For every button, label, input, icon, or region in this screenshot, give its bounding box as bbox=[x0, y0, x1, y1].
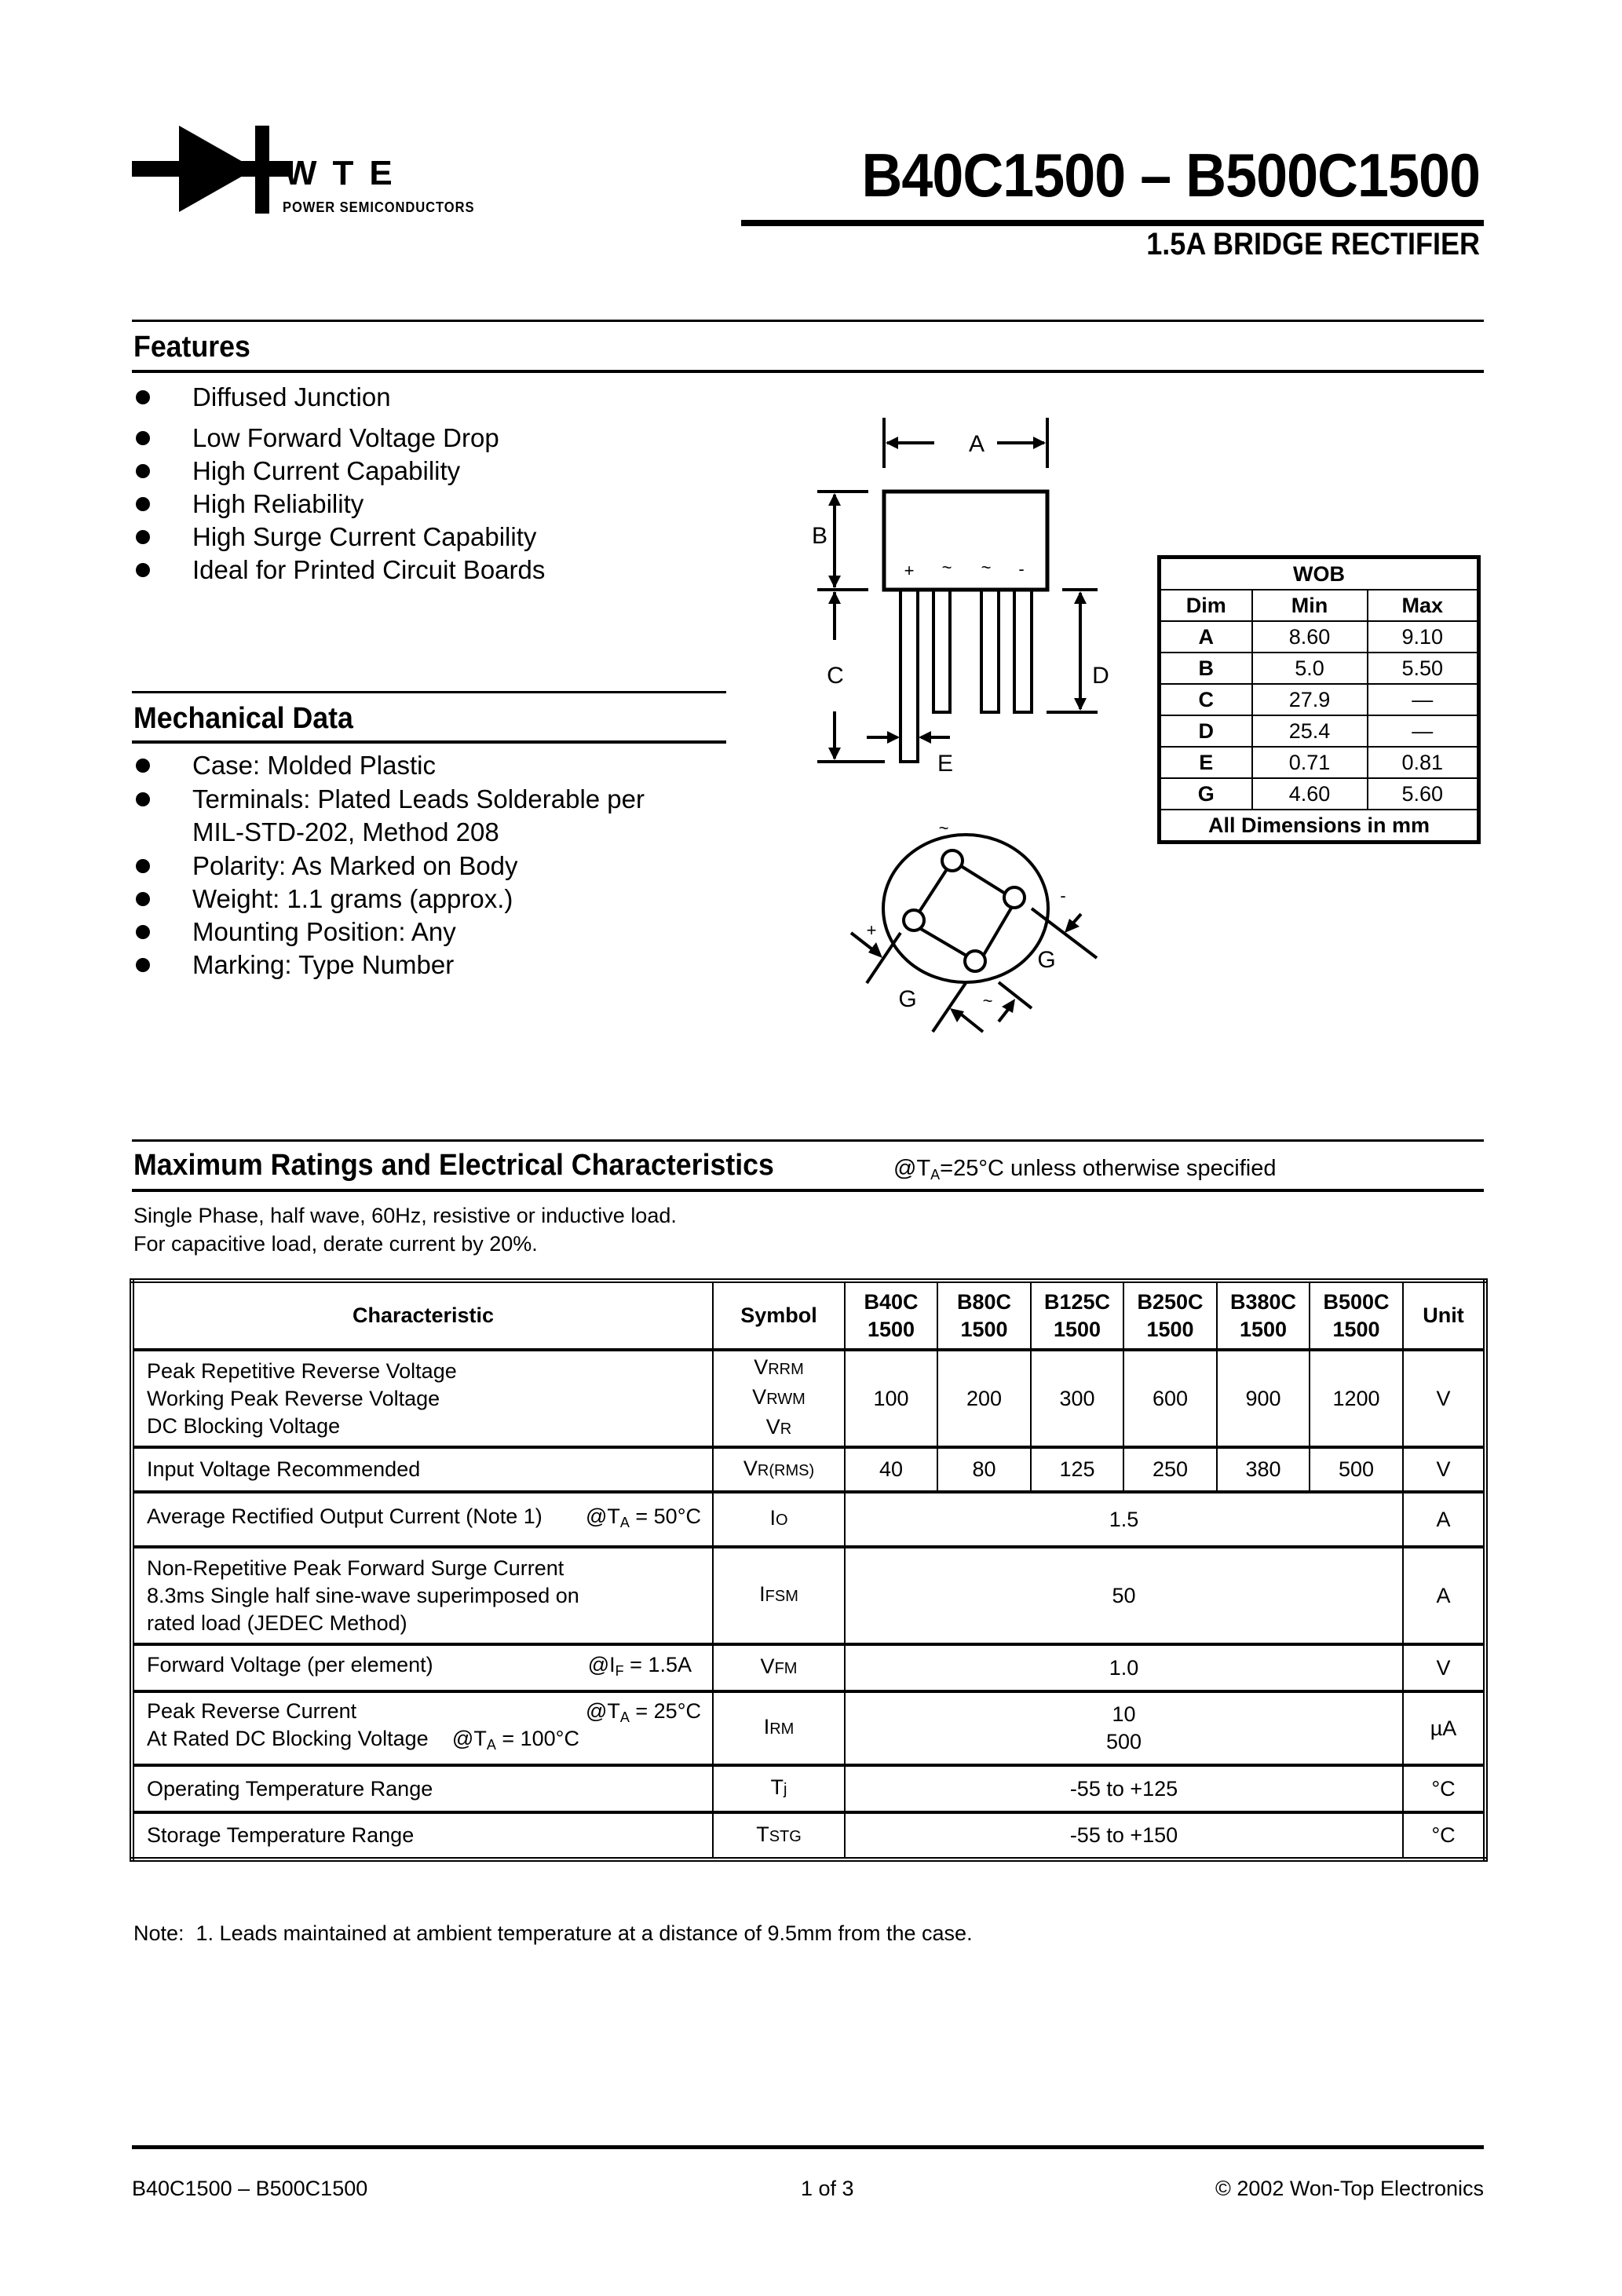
ratings-heading: Maximum Ratings and Electrical Characteristics bbox=[133, 1149, 774, 1182]
dim-label-g-right: G bbox=[1037, 947, 1056, 973]
bullet-icon bbox=[136, 563, 150, 577]
features-top-rule bbox=[132, 320, 1484, 322]
ratings-bottom-rule bbox=[132, 1189, 1484, 1192]
table-row-ifsm: Non-Repetitive Peak Forward Surge Current 8.3ms Single half sine-wave superimposed on rated load (JEDEC Method) IFSM 50 A bbox=[132, 1547, 1485, 1644]
part-header-b380c: B380C 1500 bbox=[1217, 1281, 1310, 1350]
diode-logo-icon bbox=[132, 122, 297, 216]
footer-copyright: © 2002 Won-Top Electronics bbox=[1215, 2177, 1484, 2200]
mechanical-heading: Mechanical Data bbox=[133, 702, 353, 735]
footer-part-range: B40C1500 – B500C1500 bbox=[132, 2177, 368, 2200]
pin-label-ac1: ~ bbox=[941, 558, 952, 577]
table-row-vfm: Forward Voltage (per element) $@I_F = 1.5A$ VFM 1.0 V bbox=[132, 1644, 1485, 1691]
page-title: B40C1500 – B500C1500 bbox=[861, 141, 1480, 210]
bullet-icon bbox=[136, 792, 150, 806]
dim-label-d: D bbox=[1092, 663, 1109, 689]
max-col-header: Max bbox=[1368, 590, 1479, 621]
bullet-icon bbox=[136, 530, 150, 544]
table-row: C 27.9 — bbox=[1160, 684, 1479, 715]
footer-page-number: 1 of 3 bbox=[801, 2177, 854, 2200]
bullet-icon bbox=[136, 859, 150, 873]
logo-text: WTE bbox=[284, 154, 408, 192]
part-header-b125c: B125C 1500 bbox=[1031, 1281, 1123, 1350]
symbol-header: Symbol bbox=[713, 1281, 845, 1350]
package-outline-icon bbox=[785, 408, 1146, 793]
dim-col-header: Dim bbox=[1160, 590, 1252, 621]
ratings-top-rule bbox=[132, 1139, 1484, 1142]
footnote: Note: 1. Leads maintained at ambient temperature at a distance of 9.5mm from the case. bbox=[133, 1921, 973, 1945]
part-header-b500c: B500C 1500 bbox=[1310, 1281, 1403, 1350]
pin-label-plus: + bbox=[904, 561, 915, 580]
ratings-notes: Single Phase, half wave, 60Hz, resistive or inductive load. For capacitive load, derate current by 20%. bbox=[133, 1204, 677, 1256]
table-row-io: Average Rectified Output Current (Note 1) $@T_A = 50^\circ C$ IO 1.5 A bbox=[132, 1492, 1485, 1547]
package-bottom-view-diagram bbox=[816, 801, 1131, 1052]
min-col-header: Min bbox=[1252, 590, 1368, 621]
table-row-irm: Peak Reverse Current $@T_A = 25^\circ C$ At Rated DC Blocking Voltage $@T_A = 100^\circ C$ IRM 10 500 µA bbox=[132, 1691, 1485, 1765]
table-row: G 4.60 5.60 bbox=[1160, 778, 1479, 810]
package-side-view-diagram bbox=[785, 408, 1146, 793]
footer-rule bbox=[132, 2145, 1484, 2149]
part-header-b250c: B250C 1500 bbox=[1123, 1281, 1217, 1350]
table-row-vrrm: Peak Repetitive Reverse Voltage Working Peak Reverse Voltage DC Blocking Voltage VRRM VRWM VR 100 200 300 600 900 1200 V bbox=[132, 1350, 1485, 1447]
table-header-row bbox=[132, 1281, 1485, 1350]
dim-table-footer: All Dimensions in mm bbox=[1160, 810, 1479, 843]
characteristic-header: Characteristic bbox=[132, 1281, 713, 1350]
ratings-conditions: $@T_A=25^\circ C$ unless otherwise specified bbox=[893, 1156, 1277, 1183]
pin-label-minus: - bbox=[1018, 559, 1025, 579]
table-row-tj: Operating Temperature Range Tj -55 to +125 °C bbox=[132, 1765, 1485, 1812]
table-row-tstg: Storage Temperature Range TSTG -55 to +150 °C bbox=[132, 1812, 1485, 1859]
table-row: D 25.4 — bbox=[1160, 715, 1479, 747]
title-divider bbox=[741, 220, 1484, 226]
dimensions-table bbox=[1157, 555, 1481, 844]
part-header-b40c: B40C 1500 bbox=[845, 1281, 937, 1350]
mechanical-bottom-rule bbox=[132, 740, 726, 744]
dim-table-title: WOB bbox=[1160, 558, 1479, 590]
features-heading: Features bbox=[133, 331, 250, 364]
bullet-icon bbox=[136, 958, 150, 972]
logo-subtext: POWER SEMICONDUCTORS bbox=[283, 199, 475, 215]
bullet-icon bbox=[136, 497, 150, 511]
table-row-vrms: Input Voltage Recommended VR(RMS) 40 80 125 250 380 500 V bbox=[132, 1447, 1485, 1492]
bullet-icon bbox=[136, 390, 150, 404]
symbol-cell: VRRM VRWM VR bbox=[713, 1350, 845, 1447]
unit-header: Unit bbox=[1403, 1281, 1485, 1350]
pin-label-ac2: ~ bbox=[982, 991, 993, 1011]
dim-label-b: B bbox=[811, 523, 828, 549]
features-bottom-rule bbox=[132, 370, 1484, 373]
dim-label-e: E bbox=[937, 751, 954, 777]
table-row: E 0.71 0.81 bbox=[1160, 747, 1479, 778]
pin-label-minus: - bbox=[1060, 886, 1066, 905]
ratings-table bbox=[130, 1278, 1488, 1862]
pin-label-ac1: ~ bbox=[938, 818, 949, 838]
bullet-icon bbox=[136, 759, 150, 773]
ratings-heading-line bbox=[133, 1148, 1277, 1189]
mechanical-top-rule bbox=[132, 691, 726, 693]
company-logo bbox=[132, 122, 297, 216]
pin-label-plus: + bbox=[866, 920, 877, 940]
pin-layout-icon bbox=[816, 801, 1131, 1052]
part-header-b80c: B80C 1500 bbox=[937, 1281, 1031, 1350]
bullet-icon bbox=[136, 464, 150, 478]
pin-label-ac2: ~ bbox=[981, 558, 992, 577]
page-subtitle: 1.5A BRIDGE RECTIFIER bbox=[1146, 227, 1480, 261]
dim-label-c: C bbox=[827, 663, 844, 689]
bullet-icon bbox=[136, 892, 150, 906]
table-row: B 5.0 5.50 bbox=[1160, 653, 1479, 684]
dim-label-g-left: G bbox=[898, 986, 917, 1012]
bullet-icon bbox=[136, 925, 150, 939]
dim-label-a: A bbox=[968, 431, 985, 457]
table-row: A 8.60 9.10 bbox=[1160, 621, 1479, 653]
bullet-icon bbox=[136, 431, 150, 445]
